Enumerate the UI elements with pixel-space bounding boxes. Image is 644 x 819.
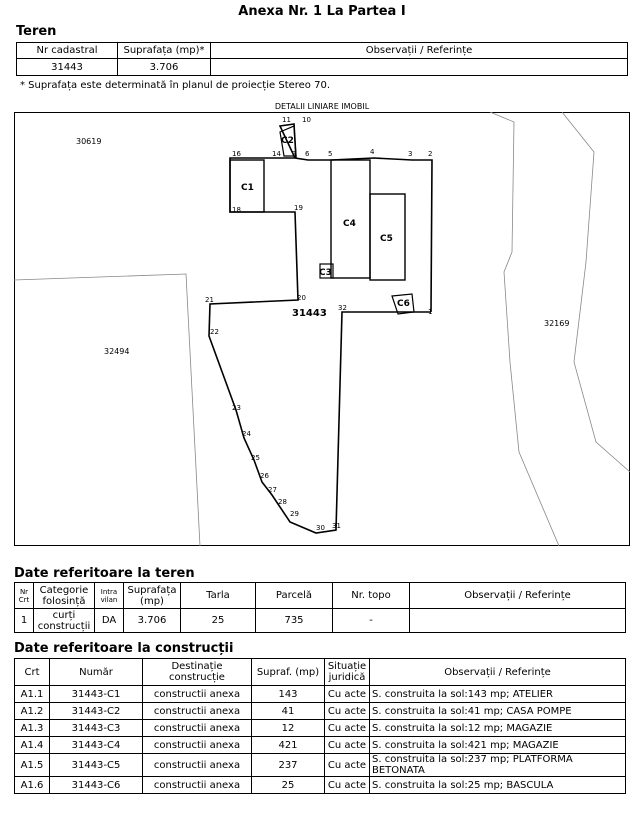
point-29: 29 xyxy=(290,510,299,518)
point-20: 20 xyxy=(297,294,306,302)
dt-header-categorie: Categorie folosință xyxy=(34,583,95,609)
dt-header-topo: Nr. topo xyxy=(333,583,410,609)
table-cell: A1.3 xyxy=(15,720,50,737)
point-3: 3 xyxy=(408,150,413,158)
point-1: 1 xyxy=(428,308,433,316)
teren-header-nr: Nr cadastral xyxy=(17,43,118,59)
dc-header-situatie: Situație juridică xyxy=(325,659,370,686)
dt-cell-topo: - xyxy=(333,609,410,633)
table-cell: 31443-C5 xyxy=(50,754,143,777)
date-constructii-heading: Date referitoare la construcții xyxy=(14,641,234,656)
point-16: 16 xyxy=(232,150,241,158)
point-5: 5 xyxy=(328,150,333,158)
point-11: 11 xyxy=(282,116,291,124)
dt-header-intravilan: Intra vilan xyxy=(95,583,124,609)
dt-cell-intravilan: DA xyxy=(95,609,124,633)
building-label-c1: C1 xyxy=(241,183,254,193)
table-cell: S. construita la sol:41 mp; CASA POMPE xyxy=(370,703,626,720)
point-7: 7 xyxy=(292,150,297,158)
table-cell: Cu acte xyxy=(325,737,370,754)
dt-cell-categorie: curți construcții xyxy=(34,609,95,633)
table-cell: 31443-C6 xyxy=(50,777,143,794)
teren-header-suprafata: Suprafața (mp)* xyxy=(118,43,211,59)
table-cell: Cu acte xyxy=(325,686,370,703)
table-cell: S. construita la sol:421 mp; MAGAZIE xyxy=(370,737,626,754)
table-cell: S. construita la sol:12 mp; MAGAZIE xyxy=(370,720,626,737)
table-cell: 25 xyxy=(252,777,325,794)
table-cell: 31443-C4 xyxy=(50,737,143,754)
point-30: 30 xyxy=(316,524,325,532)
table-cell: S. construita la sol:237 mp; PLATFORMA BETONATA xyxy=(370,754,626,777)
date-constructii-table xyxy=(14,658,626,794)
table-cell: A1.4 xyxy=(15,737,50,754)
date-teren-heading: Date referitoare la teren xyxy=(14,566,195,581)
dt-cell-nr: 1 xyxy=(15,609,34,633)
neighbor-32494-boundary xyxy=(14,274,200,546)
dt-header-observatii: Observații / Referințe xyxy=(410,583,626,609)
dc-header-numar: Număr xyxy=(50,659,143,686)
dt-header-parcela: Parcelă xyxy=(256,583,333,609)
point-26: 26 xyxy=(260,472,269,480)
dc-header-observatii: Observații / Referințe xyxy=(370,659,626,686)
table-cell: constructii anexa xyxy=(143,737,252,754)
point-2: 2 xyxy=(428,150,433,158)
table-cell: 31443-C2 xyxy=(50,703,143,720)
neighbor-32169-boundary-2 xyxy=(562,112,630,472)
table-cell: Cu acte xyxy=(325,777,370,794)
point-31: 31 xyxy=(332,522,341,530)
table-cell: A1.5 xyxy=(15,754,50,777)
neighbor-label-30619: 30619 xyxy=(76,137,102,146)
dt-header-nr: Nr Crt xyxy=(15,583,34,609)
point-18: 18 xyxy=(232,206,241,214)
table-row xyxy=(15,737,626,754)
point-21: 21 xyxy=(205,296,214,304)
teren-cell-nr: 31443 xyxy=(17,59,118,76)
dc-header-suprafata: Supraf. (mp) xyxy=(252,659,325,686)
table-cell: 12 xyxy=(252,720,325,737)
teren-cell-suprafata: 3.706 xyxy=(118,59,211,76)
parcel-label: 31443 xyxy=(292,308,327,319)
teren-heading: Teren xyxy=(16,24,57,39)
table-cell: A1.1 xyxy=(15,686,50,703)
point-24: 24 xyxy=(242,430,251,438)
dt-header-suprafata: Suprafața (mp) xyxy=(124,583,181,609)
teren-header-observatii: Observații / Referințe xyxy=(211,43,628,59)
table-cell: Cu acte xyxy=(325,754,370,777)
dc-header-destinatie: Destinație construcție xyxy=(143,659,252,686)
table-cell: 41 xyxy=(252,703,325,720)
dc-body xyxy=(15,686,626,794)
table-cell: Cu acte xyxy=(325,703,370,720)
dt-header-tarla: Tarla xyxy=(181,583,256,609)
neighbor-label-32169: 32169 xyxy=(544,319,570,328)
point-25: 25 xyxy=(251,454,260,462)
table-row xyxy=(15,777,626,794)
teren-cell-observatii xyxy=(211,59,628,76)
building-label-c2: C2 xyxy=(281,136,294,146)
teren-table xyxy=(16,42,628,76)
table-cell: constructii anexa xyxy=(143,703,252,720)
dt-cell-parcela: 735 xyxy=(256,609,333,633)
table-cell: constructii anexa xyxy=(143,777,252,794)
table-cell: A1.2 xyxy=(15,703,50,720)
plan-caption: DETALII LINIARE IMOBIL xyxy=(274,102,370,111)
point-22: 22 xyxy=(210,328,219,336)
building-label-c4: C4 xyxy=(343,219,356,229)
point-28: 28 xyxy=(278,498,287,506)
neighbor-label-32494: 32494 xyxy=(104,347,130,356)
site-plan xyxy=(14,112,630,546)
table-cell: S. construita la sol:143 mp; ATELIER xyxy=(370,686,626,703)
building-label-c6: C6 xyxy=(397,299,410,309)
table-cell: constructii anexa xyxy=(143,720,252,737)
table-cell: 143 xyxy=(252,686,325,703)
page-title: Anexa Nr. 1 La Partea I xyxy=(238,4,406,19)
point-10: 10 xyxy=(302,116,311,124)
dt-cell-tarla: 25 xyxy=(181,609,256,633)
table-row xyxy=(15,754,626,777)
table-row xyxy=(15,686,626,703)
table-cell: 237 xyxy=(252,754,325,777)
building-label-c5: C5 xyxy=(380,234,393,244)
building-label-c3: C3 xyxy=(319,268,332,278)
table-cell: 31443-C1 xyxy=(50,686,143,703)
point-6: 6 xyxy=(305,150,310,158)
table-row xyxy=(15,720,626,737)
point-labels xyxy=(205,116,432,532)
date-teren-table xyxy=(14,582,626,633)
plan-frame xyxy=(15,113,630,546)
point-32: 32 xyxy=(338,304,347,312)
table-cell: constructii anexa xyxy=(143,686,252,703)
dt-cell-observatii xyxy=(410,609,626,633)
point-19: 19 xyxy=(294,204,303,212)
table-row xyxy=(15,703,626,720)
point-14: 14 xyxy=(272,150,281,158)
table-cell: A1.6 xyxy=(15,777,50,794)
table-cell: Cu acte xyxy=(325,720,370,737)
teren-note: * Suprafața este determinată în planul de proiecție Stereo 70. xyxy=(20,80,331,91)
dc-header-crt: Crt xyxy=(15,659,50,686)
point-4: 4 xyxy=(370,148,375,156)
table-cell: constructii anexa xyxy=(143,754,252,777)
point-27: 27 xyxy=(268,486,277,494)
table-cell: S. construita la sol:25 mp; BASCULA xyxy=(370,777,626,794)
dt-cell-suprafata: 3.706 xyxy=(124,609,181,633)
point-23: 23 xyxy=(232,404,241,412)
table-cell: 31443-C3 xyxy=(50,720,143,737)
neighbor-32169-boundary xyxy=(490,112,559,546)
table-cell: 421 xyxy=(252,737,325,754)
